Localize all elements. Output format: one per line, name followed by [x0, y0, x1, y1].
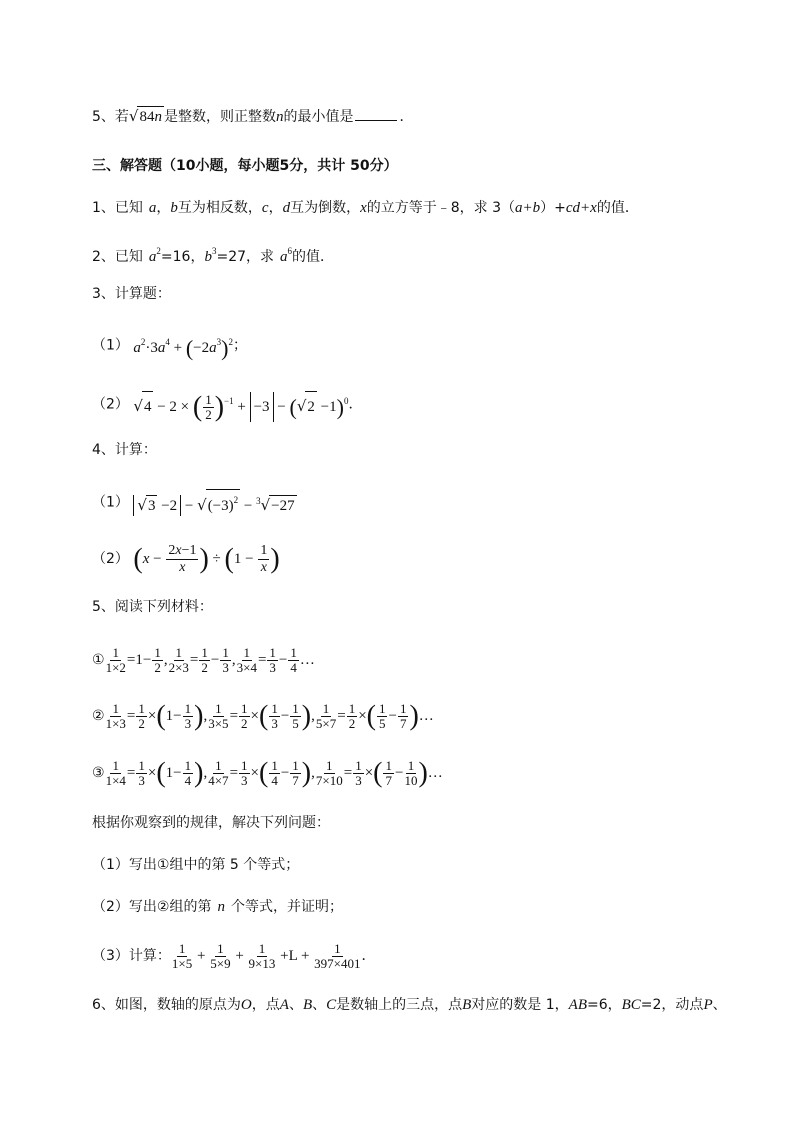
- material-row-1: [92, 645, 315, 675]
- q-text: 个等式，并证明；: [230, 899, 343, 915]
- sqrt-sign: √: [128, 107, 139, 125]
- expr-cd-plus-x: cd+x: [565, 200, 597, 216]
- sqrt-radicand: [137, 106, 164, 127]
- question-number: 5、: [92, 109, 115, 125]
- q-text: 2、已知: [92, 249, 143, 265]
- question-4-part-1: [92, 489, 297, 516]
- q-text: =27，求: [216, 249, 275, 265]
- variable-n: n: [275, 109, 284, 125]
- var-b: b: [204, 249, 212, 265]
- q-text: 的值．: [596, 200, 639, 216]
- circled-number: ②: [92, 708, 105, 724]
- radicand-number: 84: [139, 109, 155, 125]
- segment-bc: BC: [621, 997, 641, 1013]
- material-row-3: [92, 756, 443, 790]
- q-text: 互为倒数，: [290, 200, 361, 216]
- var-d: d: [282, 200, 291, 216]
- period: ．: [399, 109, 414, 125]
- q-text: =6，: [586, 997, 622, 1013]
- question-4-part-2: [92, 542, 280, 576]
- var-x: x: [360, 200, 367, 216]
- math-expression: $\frac{1}{1\times 2}$ =1− $\frac{1}{2}$ , $\frac{1}{2\times 3}$ = $\frac{1}{2}$ − $\frac{1}{3}$ , $\frac{1}{3\times 4}$ = $\frac{1}{3}$ − $\frac{1}{4}$ …: [105, 645, 315, 676]
- semicolon: ；: [232, 337, 247, 354]
- part-label: （2）: [92, 396, 129, 413]
- part-label: （2）: [92, 551, 129, 568]
- point-b: B: [302, 997, 313, 1013]
- var-b: b: [170, 200, 178, 216]
- math-expression: $\frac{1}{1\times 3}$ = $\frac{1}{2}$ ×(1− $\frac{1}{3}$ ), $\frac{1}{3\times 5}$ = $\frac{1}{2}$ ×( $\frac{1}{3}$ − $\frac{1}{5}$ ), $\frac{1}{5\times 7}$ = $\frac{1}{2}$ ×( $\frac{1}{5}$ − $\frac{1}{7}$ )…: [105, 700, 434, 732]
- question-2: [92, 241, 334, 267]
- q-text: ，: [268, 200, 283, 216]
- question-6: [92, 995, 727, 1015]
- q-text: =2，动点: [640, 997, 704, 1013]
- fill-question-5: [92, 106, 413, 127]
- point-o: O: [240, 997, 252, 1013]
- q-text: 的值．: [292, 249, 335, 265]
- question-5-instruction: 根据你观察到的规律，解决下列问题：: [92, 815, 330, 831]
- math-expression: $a^2\cdot 3a^4 + (-2a^3)^2$: [133, 335, 233, 361]
- question-3-part-1: [92, 332, 247, 359]
- math-expression: $\frac{1}{1\times 4}$ = $\frac{1}{3}$ ×(1− $\frac{1}{4}$ ), $\frac{1}{4\times 7}$ = $\frac{1}{3}$ ×( $\frac{1}{4}$ − $\frac{1}{7}$ ), $\frac{1}{7\times 10}$ = $\frac{1}{3}$ ×( $\frac{1}{7}$ − $\frac{1}{10}$ )…: [105, 757, 443, 789]
- math-expression: $√3 -2 - √(-3)^2 - ^3√-27$: [133, 498, 296, 514]
- q-text: （2）写出②组的第: [92, 899, 212, 915]
- math-expression: √4 − 2 × ( $\frac{1}{2}$ )$^{-1} + -3 - (√2 -1)^0$: [133, 391, 349, 423]
- var-a: a: [148, 249, 157, 265]
- q-text: 是数轴上的三点，点: [336, 997, 463, 1013]
- part-label: （1）: [92, 494, 129, 511]
- q-text: 互为相反数，: [177, 200, 262, 216]
- question-5-title: 5、阅读下列材料：: [92, 599, 213, 615]
- exponent: 6: [287, 246, 293, 256]
- period: ．: [348, 396, 363, 413]
- question-text: 的最小值是: [283, 109, 354, 125]
- math-expression: (x − $\frac{2x-1}{x}$ ) ÷ (1 − $\frac{1}{x}$ ): [133, 543, 280, 576]
- question-text: 是整数，则正整数: [163, 109, 276, 125]
- math-expression: $\frac{1}{1\times 5}$ + $\frac{1}{5\times 9}$ + $\frac{1}{9\times 13}$ +L + $\frac{1}{397\times 401}$: [171, 941, 361, 972]
- answer-blank[interactable]: [355, 107, 397, 121]
- circled-number: ③: [92, 765, 105, 781]
- question-text: 若: [114, 109, 129, 125]
- point-c: C: [326, 997, 337, 1013]
- question-3-title: 3、计算题：: [92, 286, 171, 302]
- q-text: 、: [288, 997, 303, 1013]
- var-c: c: [261, 200, 269, 216]
- q-text: ）+: [540, 200, 566, 216]
- expr-a-plus-b: a+b: [515, 200, 541, 216]
- material-row-2: [92, 699, 434, 733]
- var-n: n: [217, 899, 225, 915]
- q-text: 的立方等于﹣8，求 3（: [366, 200, 516, 216]
- q-text: （3）计算：: [92, 948, 171, 964]
- q-text: =16，: [160, 249, 205, 265]
- question-5-sub-1: （1）写出①组中的第 5 个等式；: [92, 857, 300, 873]
- section-heading: 三、解答题（10小题，每小题5分，共计 50分）: [92, 158, 398, 174]
- q-text: ，: [156, 200, 171, 216]
- q-text: ，点: [251, 997, 280, 1013]
- q-text: 、: [312, 997, 327, 1013]
- exponent: 3: [211, 246, 217, 256]
- point-a: A: [279, 997, 289, 1013]
- question-5-sub-3: [92, 940, 376, 972]
- q-text: 、: [712, 997, 727, 1013]
- segment-ab: AB: [568, 997, 587, 1013]
- exponent: 2: [156, 246, 161, 256]
- q-text: 1、已知: [92, 200, 143, 216]
- var-a: a: [280, 249, 288, 265]
- point-b: B: [462, 997, 472, 1013]
- question-5-sub-2: [92, 897, 343, 917]
- point-p: P: [703, 997, 713, 1013]
- part-label: （1）: [92, 337, 129, 354]
- variable-n: n: [154, 109, 162, 125]
- question-4-title: 4、计算：: [92, 442, 157, 458]
- period: ．: [361, 948, 376, 964]
- question-3-part-2: [92, 386, 362, 423]
- q-text: 6、如图，数轴的原点为: [92, 997, 241, 1013]
- q-text: 对应的数是 1，: [471, 997, 569, 1013]
- question-1: [92, 198, 639, 218]
- var-a: a: [148, 200, 157, 216]
- circled-number: ①: [92, 652, 105, 669]
